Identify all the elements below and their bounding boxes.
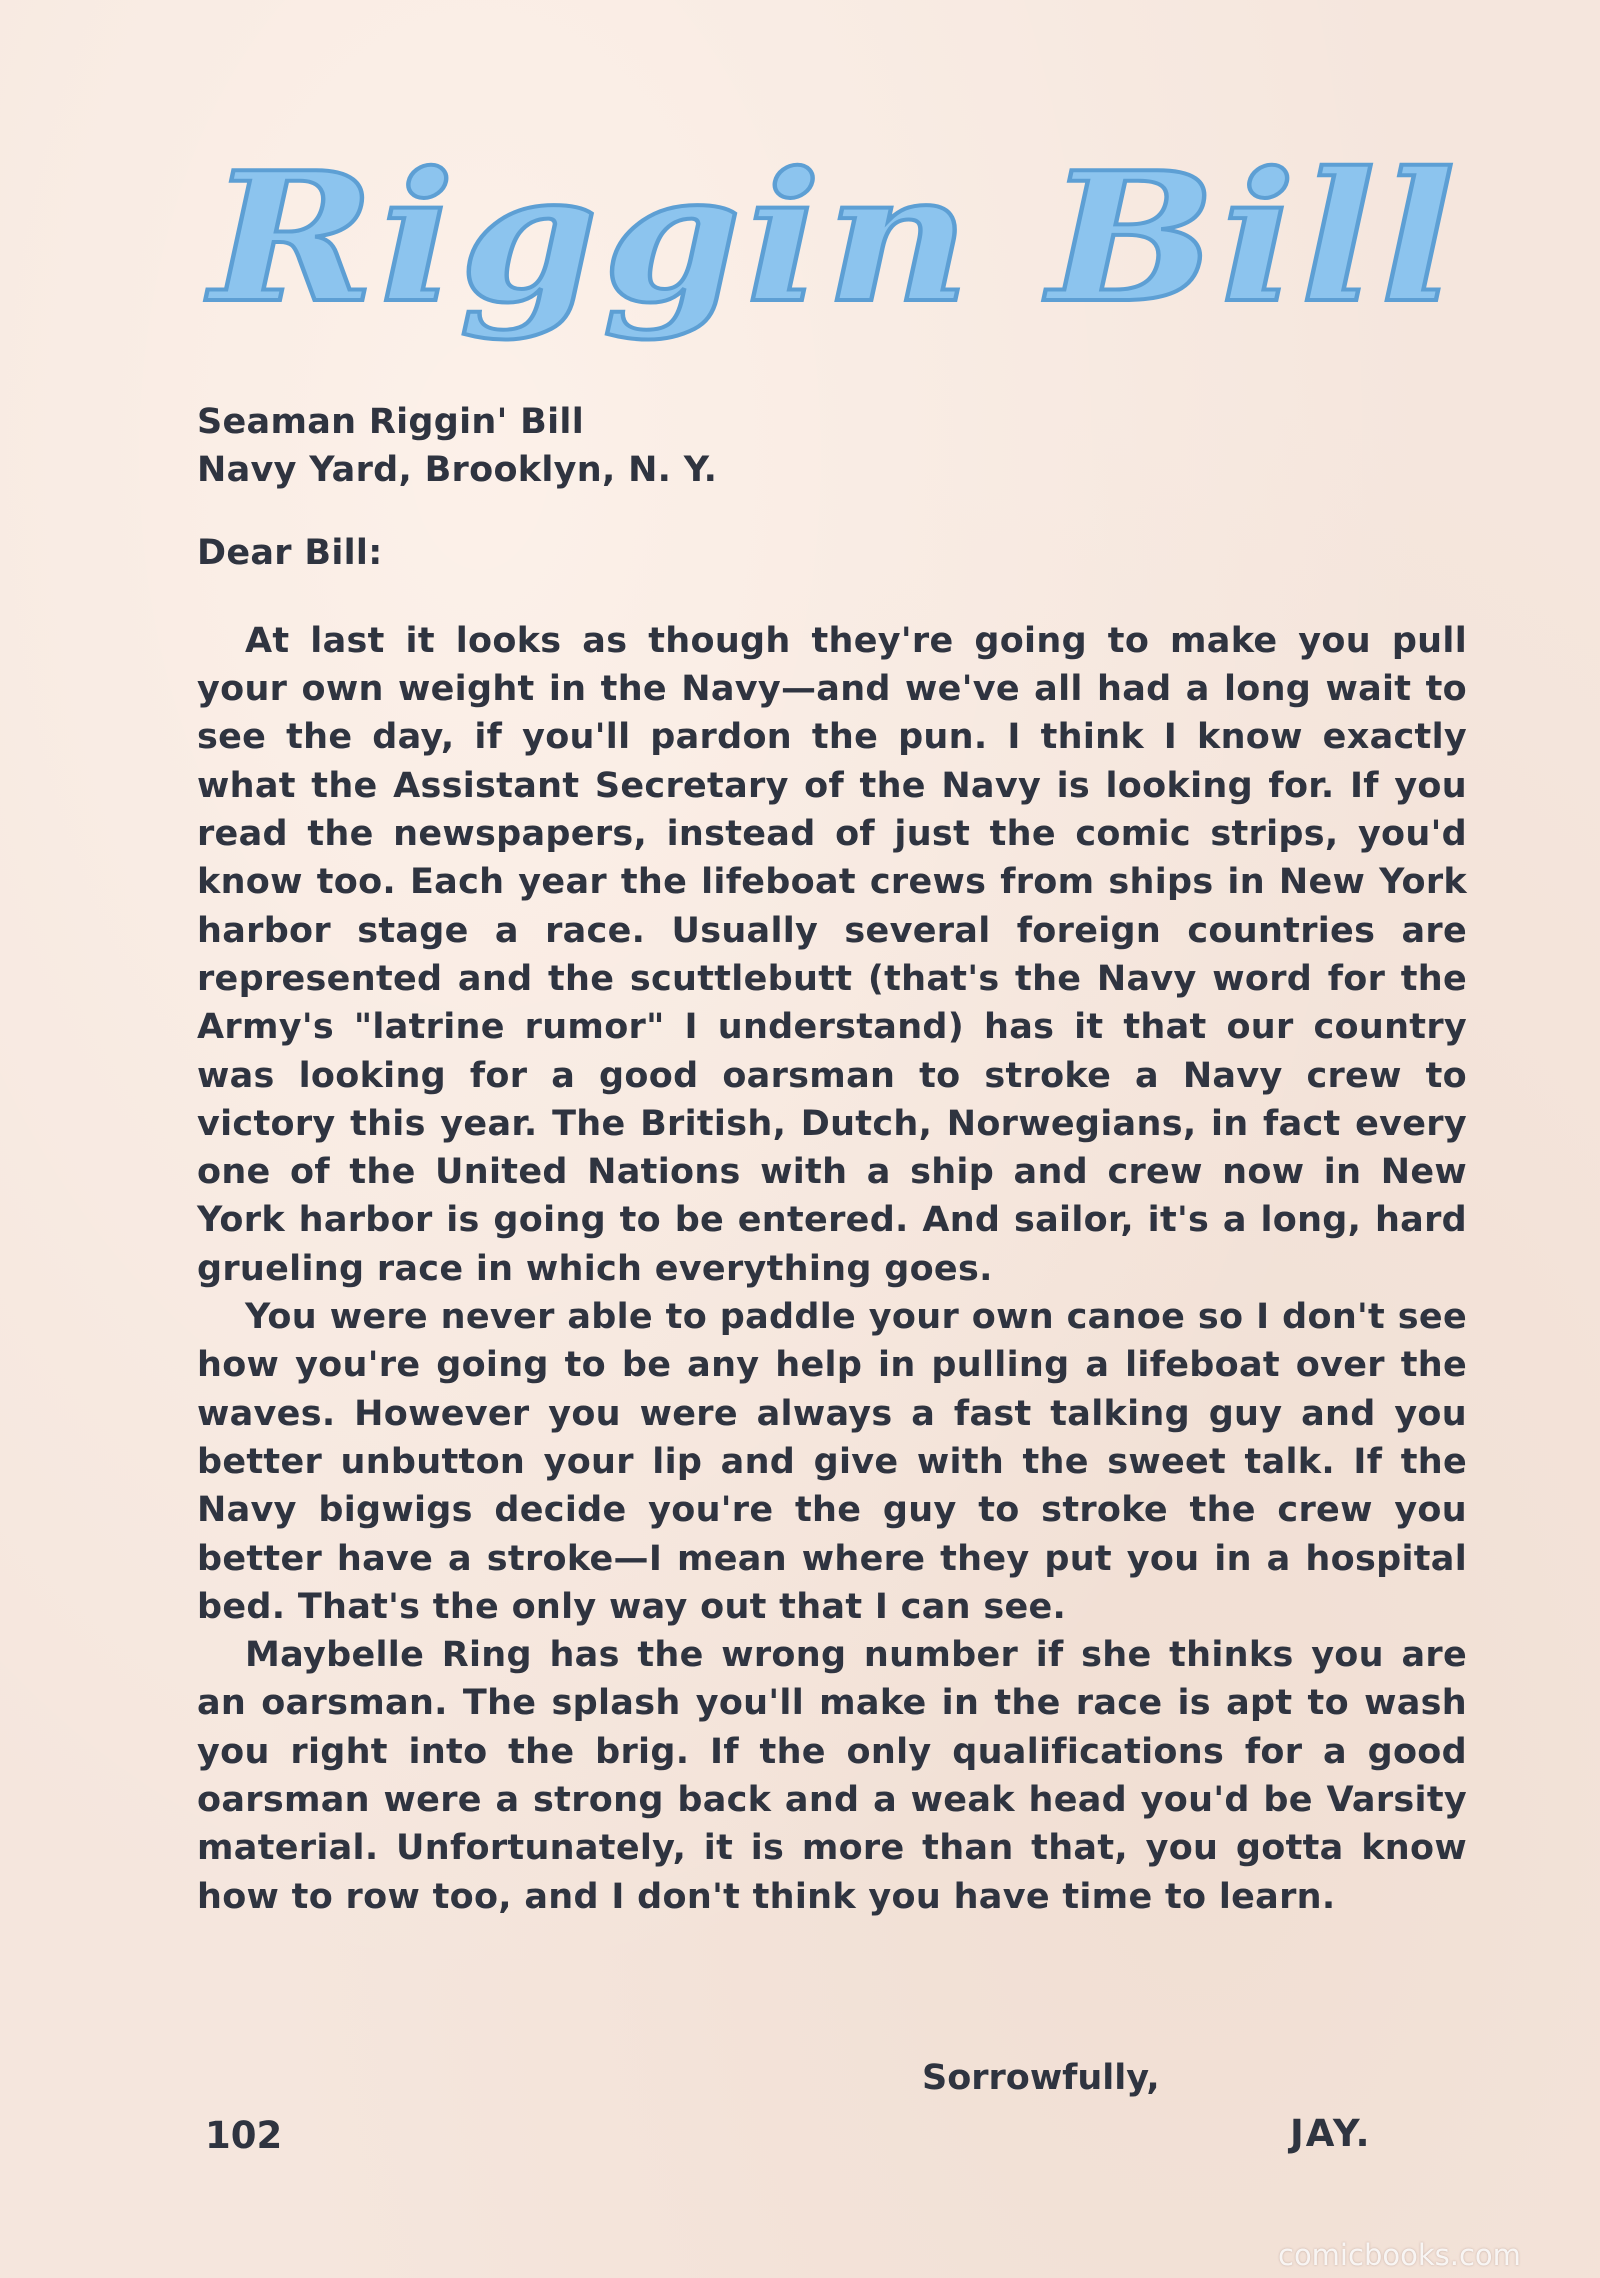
closing: Sorrowfully, (922, 2058, 1160, 2098)
signature: JAY. (1290, 2112, 1372, 2155)
page-number: 102 (205, 2114, 283, 2157)
title-text: Riggin Bill (204, 140, 1460, 342)
paragraph-2: You were never able to paddle your own canoe so I don't see how you're going to be any help in pulling a lifeboat over the waves. However you were always a fast talking guy and you better unbutton your lip and give with the sweet talk. If the Navy bigwigs decide you're the guy to stroke the crew you better have a stroke—I mean where they put you in a hospital bed. That's the only way out that I can see. (197, 1297, 1467, 1627)
page-title-logo (200, 140, 1480, 370)
salutation: Dear Bill: (197, 532, 383, 573)
address-line-2: Navy Yard, Brooklyn, N. Y. (197, 450, 718, 491)
address-line-1: Seaman Riggin' Bill (197, 402, 584, 442)
paragraph-3: Maybelle Ring has the wrong number if she thinks you are an oarsman. The splash you'll make in the race is apt to wash you right into the brig. If the only qualifications for a good oarsman were a strong back and a weak head you'd be Varsity material. Unfortunately, it is more than that, you gotta know how to row too, and I don't think you have time to learn. (197, 1635, 1467, 1917)
title-lettering (200, 140, 1480, 370)
letter-body (197, 398, 1467, 1921)
paragraph-1: At last it looks as though they're going to make you pull your own weight in the Navy—and we've all had a long wait to see the day, if you'll pardon the pun. I think I know exactly what the Assistant Secretary of the Navy is looking for. If you read the newspapers, instead of just the comic strips, you'd know too. Each year the lifeboat crews from ships in New York harbor stage a race. Usually several foreign countries are represented and the scuttlebutt (that's the Navy word for the Army's "latrine rumor" I understand) has it that our country was looking for a good oarsman to stroke a Navy crew to victory this year. The British, Dutch, Norwegians, in fact every one of the United Nations with a ship and crew now in New York harbor is going to be entered. And sailor, it's a long, hard grueling race in which everything goes. (197, 620, 1467, 1289)
watermark: comicbooks.com (1278, 2238, 1521, 2272)
